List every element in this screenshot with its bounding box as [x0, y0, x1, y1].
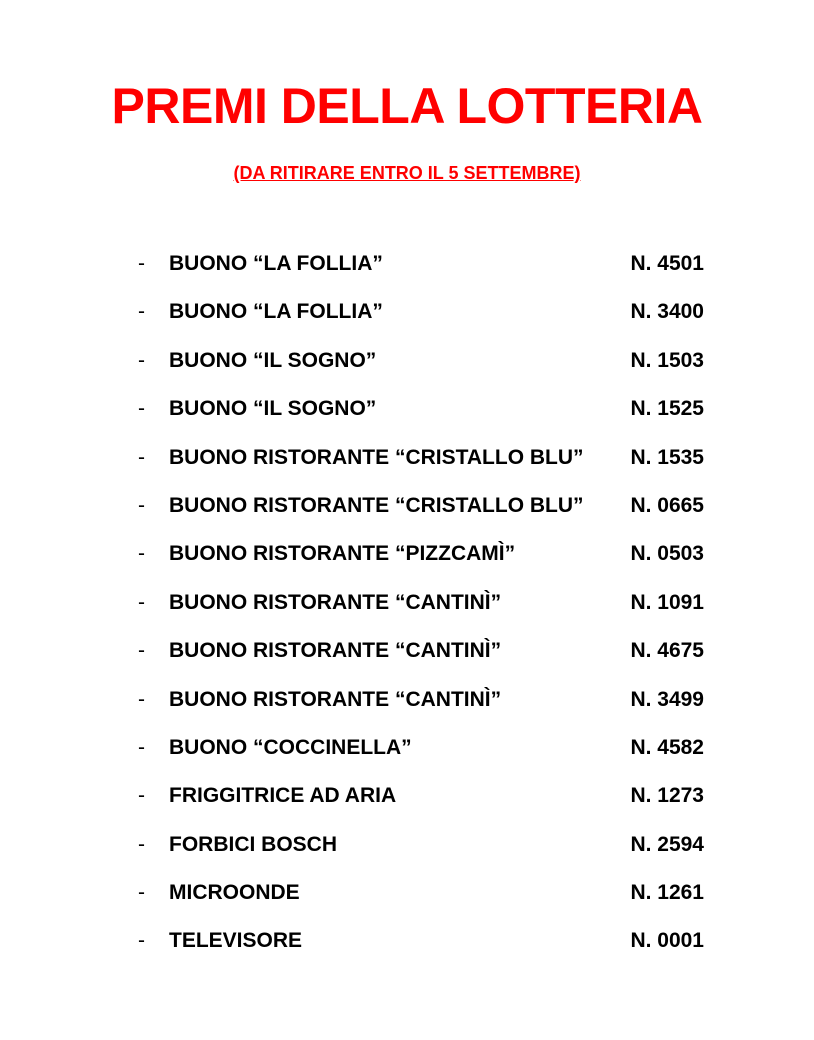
prize-name: FORBICI BOSCH	[169, 832, 337, 856]
prize-name: BUONO RISTORANTE “CANTINÌ”	[169, 590, 502, 614]
prize-name: BUONO “COCCINELLA”	[169, 735, 412, 759]
ticket-number: N. 4675	[630, 639, 704, 663]
prize-row	[138, 869, 704, 917]
prize-name: FRIGGITRICE AD ARIA	[169, 784, 397, 808]
prize-row	[138, 240, 704, 288]
ticket-number: N. 1273	[630, 784, 704, 808]
prize-row	[138, 337, 704, 385]
list-bullet: -	[138, 784, 145, 808]
ticket-number: N. 0001	[630, 929, 704, 953]
prize-name: TELEVISORE	[169, 929, 303, 953]
prize-row	[138, 917, 704, 965]
list-bullet: -	[138, 493, 145, 517]
list-bullet: -	[138, 445, 145, 469]
prize-name: BUONO “LA FOLLIA”	[169, 252, 383, 275]
prize-row	[138, 772, 704, 820]
list-bullet: -	[138, 687, 145, 711]
ticket-number: N. 4501	[630, 252, 704, 275]
prize-row	[138, 385, 704, 433]
prize-row	[138, 288, 704, 336]
ticket-number: N. 3499	[630, 687, 704, 711]
ticket-number: N. 1525	[630, 397, 704, 421]
prize-name: MICROONDE	[169, 881, 300, 905]
ticket-number: N. 0665	[630, 493, 704, 517]
list-bullet: -	[138, 639, 145, 663]
list-bullet: -	[138, 735, 145, 759]
ticket-number: N. 4582	[630, 735, 704, 759]
prize-name: BUONO RISTORANTE “CRISTALLO BLU”	[169, 493, 584, 517]
list-bullet: -	[138, 929, 145, 953]
ticket-number: N. 1261	[630, 881, 704, 905]
prize-row	[138, 579, 704, 627]
prize-row	[138, 434, 704, 482]
prize-list	[138, 240, 704, 966]
list-bullet: -	[138, 542, 145, 566]
prize-row	[138, 530, 704, 578]
list-bullet: -	[138, 832, 145, 856]
page-subtitle: (DA RITIRARE ENTRO IL 5 SETTEMBRE)	[233, 163, 581, 183]
prize-name: BUONO “IL SOGNO”	[169, 348, 377, 372]
prize-name: BUONO RISTORANTE “PIZZCAMÌ”	[169, 542, 516, 566]
list-bullet: -	[138, 397, 145, 421]
list-bullet: -	[138, 348, 145, 372]
prize-row	[138, 676, 704, 724]
prize-row	[138, 482, 704, 530]
ticket-number: N. 1535	[630, 445, 704, 469]
ticket-number: N. 2594	[630, 832, 704, 856]
ticket-number: N. 1091	[630, 590, 704, 614]
prize-name: BUONO RISTORANTE “CRISTALLO BLU”	[169, 445, 584, 469]
list-bullet: -	[138, 300, 145, 324]
prize-row	[138, 821, 704, 869]
list-bullet: -	[138, 590, 145, 614]
page-title: PREMI DELLA LOTTERIA	[111, 78, 703, 134]
prize-row	[138, 724, 704, 772]
prize-name: BUONO RISTORANTE “CANTINÌ”	[169, 687, 502, 711]
list-bullet: -	[138, 881, 145, 905]
ticket-number: N. 3400	[630, 300, 704, 324]
list-bullet: -	[138, 252, 145, 275]
prize-name: BUONO “IL SOGNO”	[169, 397, 377, 421]
prize-name: BUONO RISTORANTE “CANTINÌ”	[169, 639, 502, 663]
ticket-number: N. 0503	[630, 542, 704, 566]
prize-row	[138, 627, 704, 675]
prize-name: BUONO “LA FOLLIA”	[169, 300, 383, 324]
ticket-number: N. 1503	[630, 348, 704, 372]
